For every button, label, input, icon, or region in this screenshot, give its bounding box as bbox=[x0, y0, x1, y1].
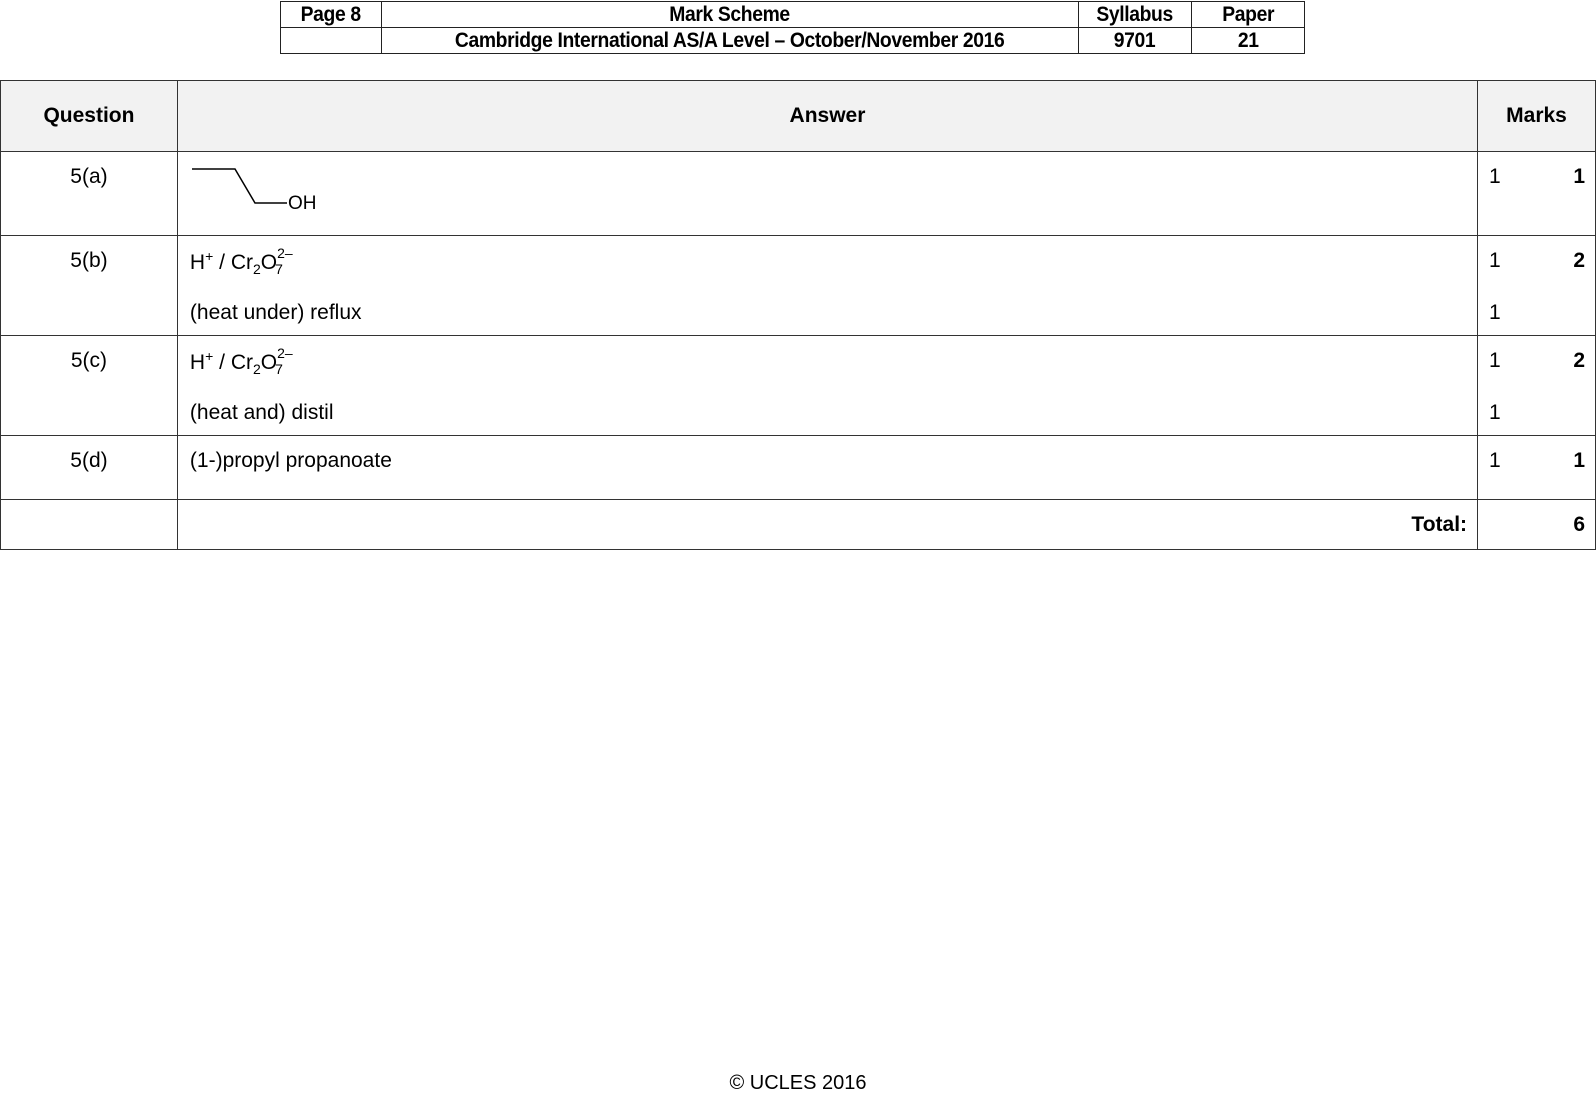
syllabus-value: 9701 bbox=[1079, 28, 1192, 54]
oh-label: OH bbox=[287, 193, 317, 214]
header-table bbox=[280, 1, 1305, 54]
total-mark: 1 bbox=[1573, 165, 1585, 188]
copyright-footer: © UCLES 2016 bbox=[729, 1072, 867, 1094]
page-label: Page 8 bbox=[281, 2, 382, 28]
sub-mark: 1 bbox=[1489, 165, 1501, 188]
question-number: 5(d) bbox=[1, 436, 178, 500]
marks-cell bbox=[1478, 336, 1596, 436]
answer-line-formula bbox=[189, 245, 1477, 301]
total-label: Total: bbox=[177, 500, 1477, 550]
table-row bbox=[1, 336, 1596, 436]
table-row bbox=[1, 152, 1596, 236]
total-row bbox=[1, 500, 1596, 550]
table-row bbox=[1, 436, 1596, 500]
marks-cell bbox=[1478, 436, 1596, 500]
answer-line: (1-)propyl propanoate bbox=[189, 449, 392, 472]
total-mark: 2 bbox=[1573, 249, 1585, 272]
answer-line: (heat and) distil bbox=[189, 401, 334, 424]
empty-cell bbox=[1, 500, 178, 550]
marks-cell bbox=[1478, 152, 1596, 236]
paper-label: Paper bbox=[1192, 2, 1305, 28]
table-row bbox=[1, 236, 1596, 336]
column-header-answer: Answer bbox=[177, 81, 1477, 152]
question-number: 5(a) bbox=[1, 152, 178, 236]
sub-mark: 1 bbox=[1489, 249, 1501, 272]
paper-value: 21 bbox=[1192, 28, 1305, 54]
total-mark: 2 bbox=[1573, 349, 1585, 372]
sub-mark: 1 bbox=[1489, 449, 1501, 472]
answer-line-formula bbox=[189, 345, 1477, 401]
column-header-question: Question bbox=[1, 81, 178, 152]
answer-cell bbox=[177, 336, 1477, 436]
chemical-formula: $H^+ / Cr_2O$ 2– 7 bbox=[189, 345, 293, 378]
sub-mark: 1 bbox=[1489, 349, 1501, 372]
column-header-marks: Marks bbox=[1478, 81, 1596, 152]
sub-mark: 1 bbox=[1489, 301, 1501, 324]
question-number: 5(b) bbox=[1, 236, 178, 336]
table-header-row bbox=[1, 81, 1596, 152]
document-subtitle: Cambridge International AS/A Level – October/November 2016 bbox=[382, 28, 1079, 54]
empty-cell bbox=[281, 28, 382, 54]
mark-scheme-table bbox=[0, 80, 1596, 550]
answer-line: (heat under) reflux bbox=[189, 301, 362, 324]
total-value: 6 bbox=[1478, 500, 1596, 550]
question-number: 5(c) bbox=[1, 336, 178, 436]
total-mark: 1 bbox=[1573, 449, 1585, 472]
marks-cell bbox=[1478, 236, 1596, 336]
document-title: Mark Scheme bbox=[382, 2, 1079, 28]
answer-cell bbox=[177, 236, 1477, 336]
answer-cell bbox=[177, 436, 1477, 500]
syllabus-label: Syllabus bbox=[1079, 2, 1192, 28]
chemical-formula: $H^+ / Cr_2O$ 2– 7 bbox=[189, 245, 293, 278]
answer-cell bbox=[177, 152, 1477, 236]
sub-mark: 1 bbox=[1489, 401, 1501, 424]
skeletal-structure-diagram bbox=[190, 165, 340, 215]
